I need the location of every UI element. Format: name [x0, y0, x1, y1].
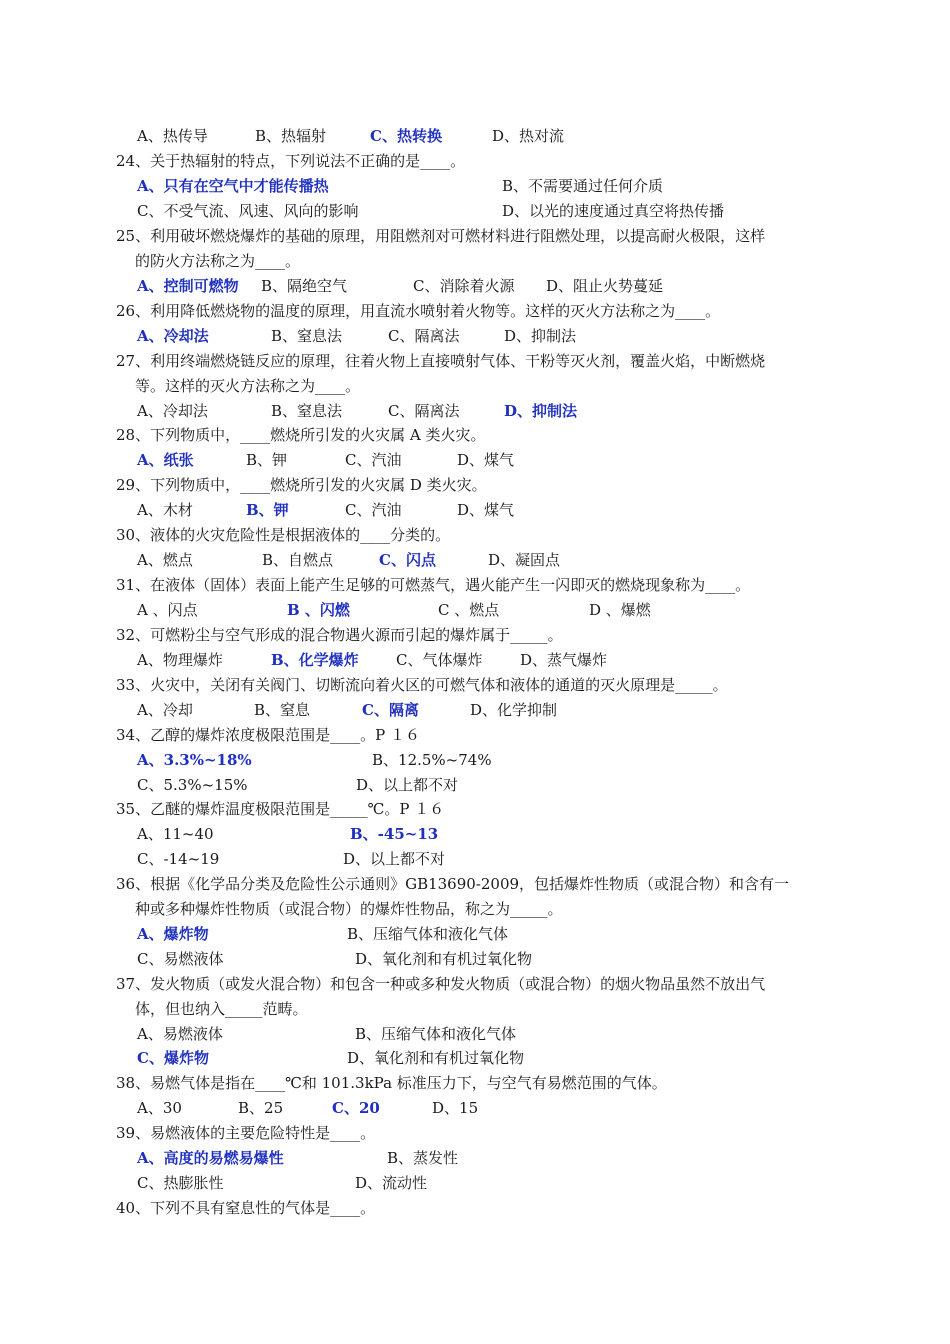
text-segment: D、阻止火势蔓延 [546, 277, 664, 295]
text-segment: B、热辐射 [255, 127, 327, 145]
text-segment: 38、易燃气体是指在____℃和 101.3kPa 标准压力下，与空气有易燃范围的气体。 [116, 1074, 667, 1092]
text-segment: B、钾 [246, 451, 288, 469]
text-segment: A、木材 [137, 501, 193, 519]
text-segment: A 、闪点 [137, 601, 198, 619]
answer-option: B、-45~13 [350, 825, 439, 843]
text-segment: C、5.3%~15% [137, 776, 248, 794]
text-segment: 31、在液体（固体）表面上能产生足够的可燃蒸气，遇火能产生一闪即灭的燃烧现象称为____。 [116, 576, 751, 594]
text-segment: B、12.5%~74% [372, 751, 492, 769]
text-segment: B、窒息 [254, 701, 311, 719]
text-segment: D、蒸气爆炸 [520, 651, 608, 669]
answer-option: A、高度的易燃易爆性 [137, 1149, 284, 1167]
answer-option: A、纸张 [137, 451, 194, 469]
text-segment: C、隔离法 [388, 327, 460, 345]
answer-option: C、热转换 [370, 127, 442, 145]
text-segment: D、以上都不对 [356, 776, 459, 794]
text-segment: D、以上都不对 [343, 850, 446, 868]
answer-option: A、冷却法 [137, 327, 209, 345]
answer-option: C、闪点 [379, 551, 436, 569]
text-segment: 的防火方法称之为____。 [135, 252, 301, 270]
text-segment: D、15 [432, 1099, 479, 1117]
text-segment: C、汽油 [345, 451, 402, 469]
answer-option: A、3.3%~18% [137, 751, 252, 769]
text-segment: B、隔绝空气 [261, 277, 348, 295]
text-segment: 37、发火物质（或发火混合物）和包含一种或多种发火物质（或混合物）的烟火物品虽然不放出气 [116, 975, 766, 993]
text-segment: D、氧化剂和有机过氧化物 [355, 950, 533, 968]
text-segment: C、-14~19 [137, 850, 220, 868]
text-segment: D、化学抑制 [470, 701, 558, 719]
answer-option: B、钾 [246, 501, 289, 519]
text-segment: B、压缩气体和液化气体 [347, 925, 509, 943]
text-segment: D 、爆燃 [589, 601, 651, 619]
text-segment: 等。这样的灭火方法称之为____。 [135, 377, 361, 395]
text-segment: B、25 [238, 1099, 284, 1117]
answer-option: C、爆炸物 [137, 1049, 209, 1067]
answer-option: A、控制可燃物 [137, 277, 239, 295]
text-segment: 28、下列物质中，____燃烧所引发的火灾属 A 类火灾。 [116, 426, 486, 444]
text-segment: B、压缩气体和液化气体 [355, 1025, 517, 1043]
text-segment: C、热膨胀性 [137, 1174, 224, 1192]
text-segment: D、煤气 [457, 451, 515, 469]
text-segment: D、凝固点 [488, 551, 561, 569]
text-segment: B、窒息法 [271, 327, 343, 345]
text-segment: C、消除着火源 [413, 277, 515, 295]
text-segment: 33、火灾中，关闭有关阀门、切断流向着火区的可燃气体和液体的通道的灭火原理是_____。 [116, 676, 728, 694]
answer-option: B、化学爆炸 [271, 651, 359, 669]
text-segment: C 、燃点 [438, 601, 500, 619]
text-segment: 40、下列不具有窒息性的气体是____。 [116, 1199, 376, 1217]
text-segment: B、蒸发性 [387, 1149, 459, 1167]
text-segment: B、不需要通过任何介质 [502, 177, 664, 195]
text-segment: 30、液体的火灾危险性是根据液体的____分类的。 [116, 526, 451, 544]
answer-option: C、隔离 [362, 701, 419, 719]
text-segment: B、窒息法 [271, 402, 343, 420]
text-segment: D、热对流 [492, 127, 565, 145]
text-segment: 体，但也纳入_____范畴。 [135, 1000, 308, 1018]
text-segment: A、燃点 [137, 551, 193, 569]
text-segment: A、冷却 [137, 701, 193, 719]
text-segment: C、易燃液体 [137, 950, 224, 968]
answer-option: C、20 [332, 1099, 380, 1117]
text-segment: D、抑制法 [504, 327, 577, 345]
text-segment: 24、关于热辐射的特点，下列说法不正确的是____。 [116, 152, 466, 170]
text-segment: D、氧化剂和有机过氧化物 [347, 1049, 525, 1067]
text-segment: D、流动性 [355, 1174, 428, 1192]
text-segment: 26、利用降低燃烧物的温度的原理，用直流水喷射着火物等。这样的灭火方法称之为____。 [116, 302, 721, 320]
text-segment: C、汽油 [345, 501, 402, 519]
text-segment: 32、可燃粉尘与空气形成的混合物遇火源而引起的爆炸属于_____。 [116, 626, 563, 644]
text-segment: C、不受气流、风速、风向的影响 [137, 202, 359, 220]
answer-option: D、抑制法 [504, 402, 578, 420]
text-segment: 36、根据《化学品分类及危险性公示通则》GB13690-2009，包括爆炸性物质（或混合物）和含有一 [116, 875, 790, 893]
answer-option: A、爆炸物 [137, 925, 209, 943]
text-segment: A、物理爆炸 [137, 651, 223, 669]
text-segment: 39、易燃液体的主要危险特性是____。 [116, 1124, 376, 1142]
text-segment: 种或多种爆炸性物质（或混合物）的爆炸性物品，称之为_____。 [135, 900, 563, 918]
text-segment: A、热传导 [137, 127, 208, 145]
text-segment: D、以光的速度通过真空将热传播 [502, 202, 725, 220]
text-segment: 35、乙醚的爆炸温度极限范围是_____℃。P １６ [116, 800, 445, 818]
text-segment: A、易燃液体 [137, 1025, 223, 1043]
answer-option: B 、闪燃 [287, 601, 350, 619]
text-segment: 25、利用破坏燃烧爆炸的基础的原理，用阻燃剂对可燃材料进行阻燃处理，以提高耐火极限，这样 [116, 227, 766, 245]
text-segment: A、11~40 [137, 825, 214, 843]
text-segment: 29、下列物质中，____燃烧所引发的火灾属 D 类火灾。 [116, 476, 487, 494]
answer-option: A、只有在空气中才能传播热 [137, 177, 329, 195]
text-segment: C、隔离法 [388, 402, 460, 420]
text-segment: C、气体爆炸 [396, 651, 483, 669]
text-segment: D、煤气 [457, 501, 515, 519]
text-segment: A、冷却法 [137, 402, 208, 420]
text-segment: B、自燃点 [262, 551, 334, 569]
text-segment: A、30 [137, 1099, 182, 1117]
text-segment: 34、乙醇的爆炸浓度极限范围是____。P １６ [116, 726, 420, 744]
text-segment: 27、利用终端燃烧链反应的原理，往着火物上直接喷射气体、干粉等灭火剂，覆盖火焰，中断燃烧 [116, 352, 766, 370]
